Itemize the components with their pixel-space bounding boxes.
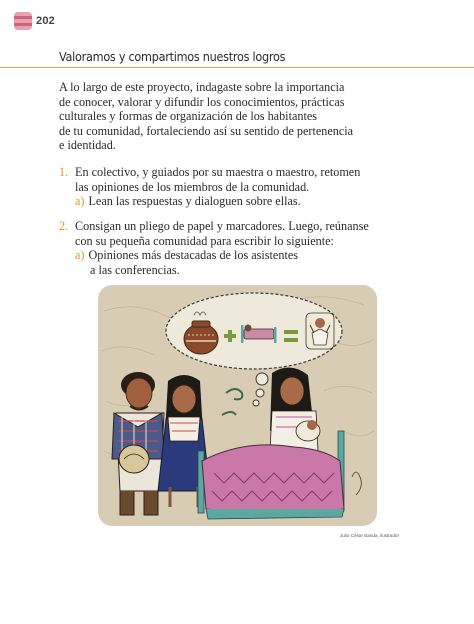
- substep-letter: a): [75, 248, 85, 263]
- community-illustration: [94, 281, 381, 530]
- healthy-child-icon: [306, 313, 334, 349]
- substep-text: Lean las respuestas y dialoguen sobre ellas.: [88, 194, 301, 209]
- intro-line: culturales y formas de organización de los habitantes: [59, 109, 317, 124]
- intro-line: A lo largo de este proyecto, indagaste sobre la importancia: [59, 80, 345, 94]
- page-number: 202: [36, 15, 55, 27]
- substep-text-continued: a las conferencias.: [90, 262, 180, 277]
- page-header: [14, 10, 55, 32]
- step-line: las opiniones de los miembros de la comunidad.: [75, 179, 310, 194]
- intro-line: de tu comunidad, fortaleciendo así su sentido de pertenencia: [59, 123, 354, 138]
- title-rule: [0, 67, 474, 68]
- substep-letter: a): [75, 194, 85, 209]
- intro-line: e identidad.: [59, 138, 116, 153]
- step-number: 1.: [59, 165, 69, 179]
- step-line: En colectivo, y guiados por su maestra o maestro, retomen: [75, 165, 361, 179]
- intro-paragraph: [59, 80, 389, 153]
- step-1: [59, 165, 360, 209]
- step-line: con su pequeña comunidad para escribir lo siguiente:: [75, 233, 334, 248]
- step-substep: [59, 194, 360, 209]
- step-number: 2.: [59, 219, 69, 233]
- illustration-credit: Julio César Banda, ilustrador: [340, 533, 399, 538]
- gourd-icon: [119, 445, 149, 473]
- step-line: Consigan un pliego de papel y marcadores. Luego, reúnanse: [75, 219, 369, 233]
- page-badge-icon: [14, 12, 32, 30]
- section-title: Valoramos y compartimos nuestros logros: [59, 49, 286, 64]
- substep-text: Opiniones más destacadas de los asistentes: [88, 248, 298, 263]
- step-substep: [59, 248, 369, 263]
- step-2: [59, 219, 369, 277]
- intro-line: de conocer, valorar y difundir los conocimientos, prácticas: [59, 94, 345, 109]
